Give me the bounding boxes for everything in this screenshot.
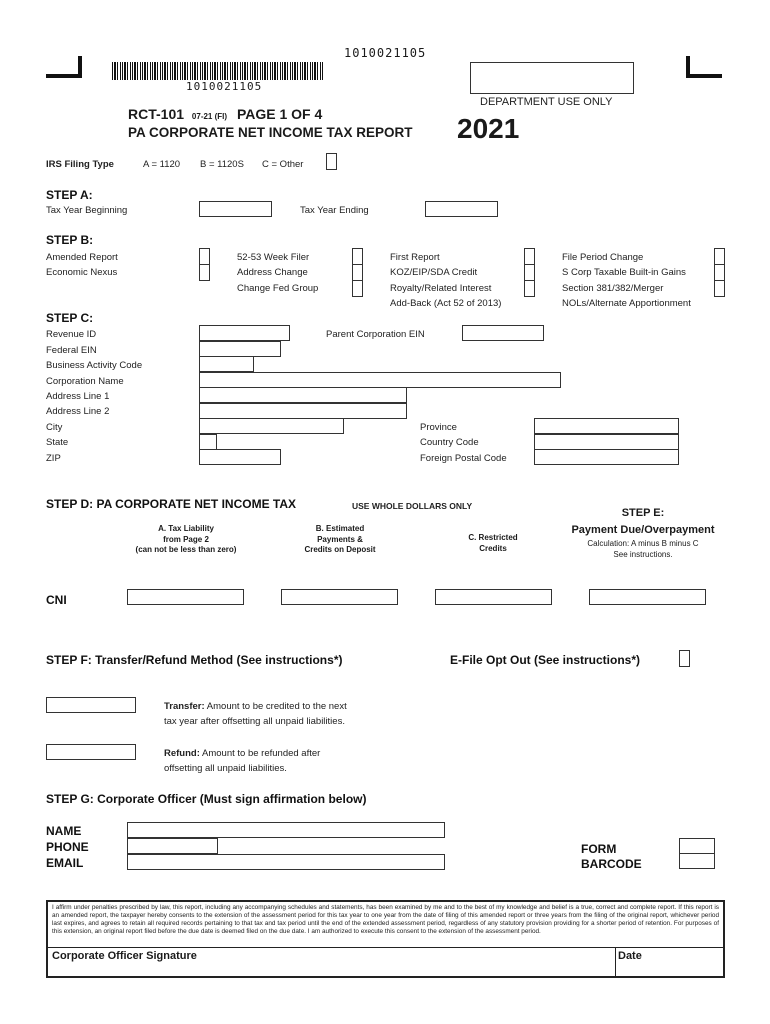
address-line2-label: Address Line 2	[46, 406, 110, 417]
address-change-label: Address Change	[237, 267, 308, 278]
column-a-line2: from Page 2	[163, 534, 209, 544]
irs-filing-type-input[interactable]	[326, 153, 337, 170]
form-barcode-box-top	[679, 838, 715, 854]
irs-option-a: A = 1120	[143, 159, 181, 170]
cni-restricted-credits-input[interactable]	[435, 589, 552, 605]
add-back-label: Add-Back (Act 52 of 2013)	[390, 298, 502, 309]
barcode-number-top: 1010021105	[344, 46, 427, 60]
section-merger-checkbox[interactable]	[714, 280, 725, 297]
s-corp-gains-label: S Corp Taxable Built-in Gains	[562, 267, 686, 278]
cni-tax-liability-input[interactable]	[127, 589, 244, 605]
change-fed-group-label: Change Fed Group	[237, 283, 319, 294]
week-filer-checkbox[interactable]	[352, 248, 363, 265]
federal-ein-label: Federal EIN	[46, 345, 97, 356]
business-code-label: Business Activity Code	[46, 360, 143, 371]
week-filer-label: 52-53 Week Filer	[237, 252, 310, 263]
irs-option-b: B = 1120S	[200, 159, 244, 170]
efile-opt-out-checkbox[interactable]	[679, 650, 690, 667]
refund-description	[164, 746, 320, 776]
registration-mark-right	[686, 54, 726, 80]
step-c-title: STEP C:	[46, 311, 94, 325]
refund-line1	[164, 746, 320, 761]
department-use-label: DEPARTMENT USE ONLY	[480, 96, 613, 108]
column-c-line2: Credits	[479, 543, 507, 553]
transfer-amount-input[interactable]	[46, 697, 136, 713]
revenue-id-input[interactable]	[199, 325, 290, 341]
barcode-number-under: 1010021105	[186, 80, 263, 93]
province-label: Province	[420, 422, 457, 433]
signature-label: Corporate Officer Signature	[52, 950, 197, 962]
form-title: PA CORPORATE NET INCOME TAX REPORT	[128, 125, 413, 140]
koz-credit-checkbox[interactable]	[524, 264, 535, 281]
signature-row	[48, 947, 723, 977]
country-code-input[interactable]	[534, 434, 679, 450]
column-a-line1: A. Tax Liability	[158, 524, 214, 533]
tax-year-ending-label: Tax Year Ending	[300, 205, 369, 216]
s-corp-gains-checkbox[interactable]	[714, 264, 725, 281]
step-g-title: STEP G: Corporate Officer (Must sign affirmation below)	[46, 792, 367, 806]
cni-label: CNI	[46, 593, 67, 607]
column-b-line2: Payments &	[317, 534, 363, 544]
zip-input[interactable]	[199, 449, 281, 465]
officer-phone-input[interactable]	[127, 838, 218, 854]
city-input[interactable]	[199, 418, 344, 434]
parent-ein-input[interactable]	[462, 325, 544, 341]
royalty-interest-checkbox[interactable]	[524, 280, 535, 297]
irs-filing-type-label: IRS Filing Type	[46, 159, 114, 170]
efile-opt-out-label: E-File Opt Out (See instructions*)	[450, 653, 641, 667]
signature-field[interactable]	[48, 948, 616, 977]
date-field[interactable]	[616, 948, 723, 977]
postal-code-label: Foreign Postal Code	[420, 453, 507, 464]
cni-payment-due-input[interactable]	[589, 589, 706, 605]
column-b-line1: B. Estimated	[315, 524, 365, 533]
whole-dollars-note: USE WHOLE DOLLARS ONLY	[352, 501, 473, 511]
corp-name-label: Corporation Name	[46, 376, 124, 387]
form-id-line	[128, 106, 322, 122]
form-version: 07-21 (FI)	[191, 112, 228, 121]
transfer-bold: Transfer:	[164, 701, 205, 712]
officer-email-label: EMAIL	[46, 856, 84, 870]
cni-estimated-payments-input[interactable]	[281, 589, 398, 605]
column-b-line3: Credits on Deposit	[304, 545, 376, 554]
irs-option-c: C = Other	[262, 159, 304, 170]
column-a-line3: (can not be less than zero)	[135, 545, 237, 554]
step-e-subtitle: Payment Due/Overpayment	[571, 524, 715, 536]
federal-ein-input[interactable]	[199, 341, 281, 357]
amended-report-label: Amended Report	[46, 252, 118, 263]
transfer-text2: tax year after offsetting all unpaid liabilities.	[164, 716, 345, 727]
first-report-checkbox[interactable]	[524, 248, 535, 265]
file-period-change-checkbox[interactable]	[714, 248, 725, 265]
tax-year-beginning-label: Tax Year Beginning	[46, 205, 128, 216]
date-label: Date	[618, 950, 642, 962]
column-b-header	[282, 524, 398, 556]
state-input[interactable]	[199, 434, 217, 450]
step-b-title: STEP B:	[46, 233, 94, 247]
form-barcode-label-barcode: BARCODE	[581, 857, 642, 871]
officer-phone-label: PHONE	[46, 840, 89, 854]
step-d-title: STEP D: PA CORPORATE NET INCOME TAX	[46, 497, 297, 511]
first-report-label: First Report	[390, 252, 440, 263]
affirmation-box	[46, 900, 725, 978]
country-code-label: Country Code	[420, 437, 479, 448]
column-a-header	[118, 524, 254, 556]
corp-name-input[interactable]	[199, 372, 561, 388]
refund-text1: Amount to be refunded after	[202, 748, 321, 759]
page-label: PAGE 1 OF 4	[236, 106, 323, 122]
form-barcode-box-bottom	[679, 853, 715, 869]
column-c-header	[445, 533, 541, 554]
economic-nexus-checkbox[interactable]	[199, 264, 210, 281]
business-code-input[interactable]	[199, 356, 254, 372]
step-e-calculation: Calculation: A minus B minus C	[587, 539, 699, 548]
file-period-change-label: File Period Change	[562, 252, 644, 263]
tax-year-ending-input[interactable]	[425, 201, 498, 217]
tax-year: 2021	[457, 113, 520, 144]
form-barcode-label-form: FORM	[581, 842, 617, 856]
barcode-image	[112, 62, 324, 80]
refund-text2: offsetting all unpaid liabilities.	[164, 763, 287, 774]
officer-email-input[interactable]	[127, 854, 445, 870]
section-merger-label: Section 381/382/Merger	[562, 283, 664, 294]
economic-nexus-label: Economic Nexus	[46, 267, 118, 278]
state-label: State	[46, 437, 69, 448]
parent-ein-label: Parent Corporation EIN	[326, 329, 425, 340]
transfer-description	[164, 699, 347, 729]
change-fed-group-checkbox[interactable]	[352, 280, 363, 297]
step-e-see-instructions: See instructions.	[613, 550, 673, 559]
city-label: City	[46, 422, 63, 433]
zip-label: ZIP	[46, 453, 61, 464]
registration-mark-left	[44, 54, 84, 80]
address-line2-input[interactable]	[199, 403, 407, 419]
affirmation-text: I affirm under penalties prescribed by law, this report, including any accompanying schedules and statements, has been examined by me and to the best of my knowledge and belief is a true, correct and complete report. If this report is an amended report, the taxpayer hereby consents to the extension of the assessment period for this tax year to one year from the date of filing of this amended report or three years from the filing of the original report, whichever period last expires, and agrees to retain all required records pertaining to that tax and tax period until the end of the extended assessment period, regardless of any statutory provision providing for a shorter period of retention. For purposes of this extension, an original report filed before the due date is deemed filed on the due date. I am authorized to execute this consent to the extension of the assessment period.	[52, 904, 719, 935]
amended-report-checkbox[interactable]	[199, 248, 210, 265]
revenue-id-label: Revenue ID	[46, 329, 97, 340]
address-line1-input[interactable]	[199, 387, 407, 403]
transfer-line1	[164, 699, 347, 714]
koz-credit-label: KOZ/EIP/SDA Credit	[390, 267, 478, 278]
postal-code-input[interactable]	[534, 449, 679, 465]
transfer-text1: Amount to be credited to the next	[206, 701, 347, 712]
department-use-box	[470, 62, 634, 94]
step-f-title: STEP F: Transfer/Refund Method (See instructions*)	[46, 653, 343, 667]
officer-name-label: NAME	[46, 824, 82, 838]
tax-year-beginning-input[interactable]	[199, 201, 272, 217]
nols-label: NOLs/Alternate Apportionment	[562, 298, 691, 309]
refund-bold: Refund:	[164, 748, 200, 759]
royalty-interest-label: Royalty/Related Interest	[390, 283, 492, 294]
form-id: RCT-101	[128, 106, 185, 122]
address-change-checkbox[interactable]	[352, 264, 363, 281]
column-c-line1: C. Restricted	[468, 533, 518, 542]
refund-amount-input[interactable]	[46, 744, 136, 760]
officer-name-input[interactable]	[127, 822, 445, 838]
province-input[interactable]	[534, 418, 679, 434]
step-a-title: STEP A:	[46, 188, 93, 202]
step-e-title: STEP E:	[621, 507, 665, 519]
address-line1-label: Address Line 1	[46, 391, 110, 402]
